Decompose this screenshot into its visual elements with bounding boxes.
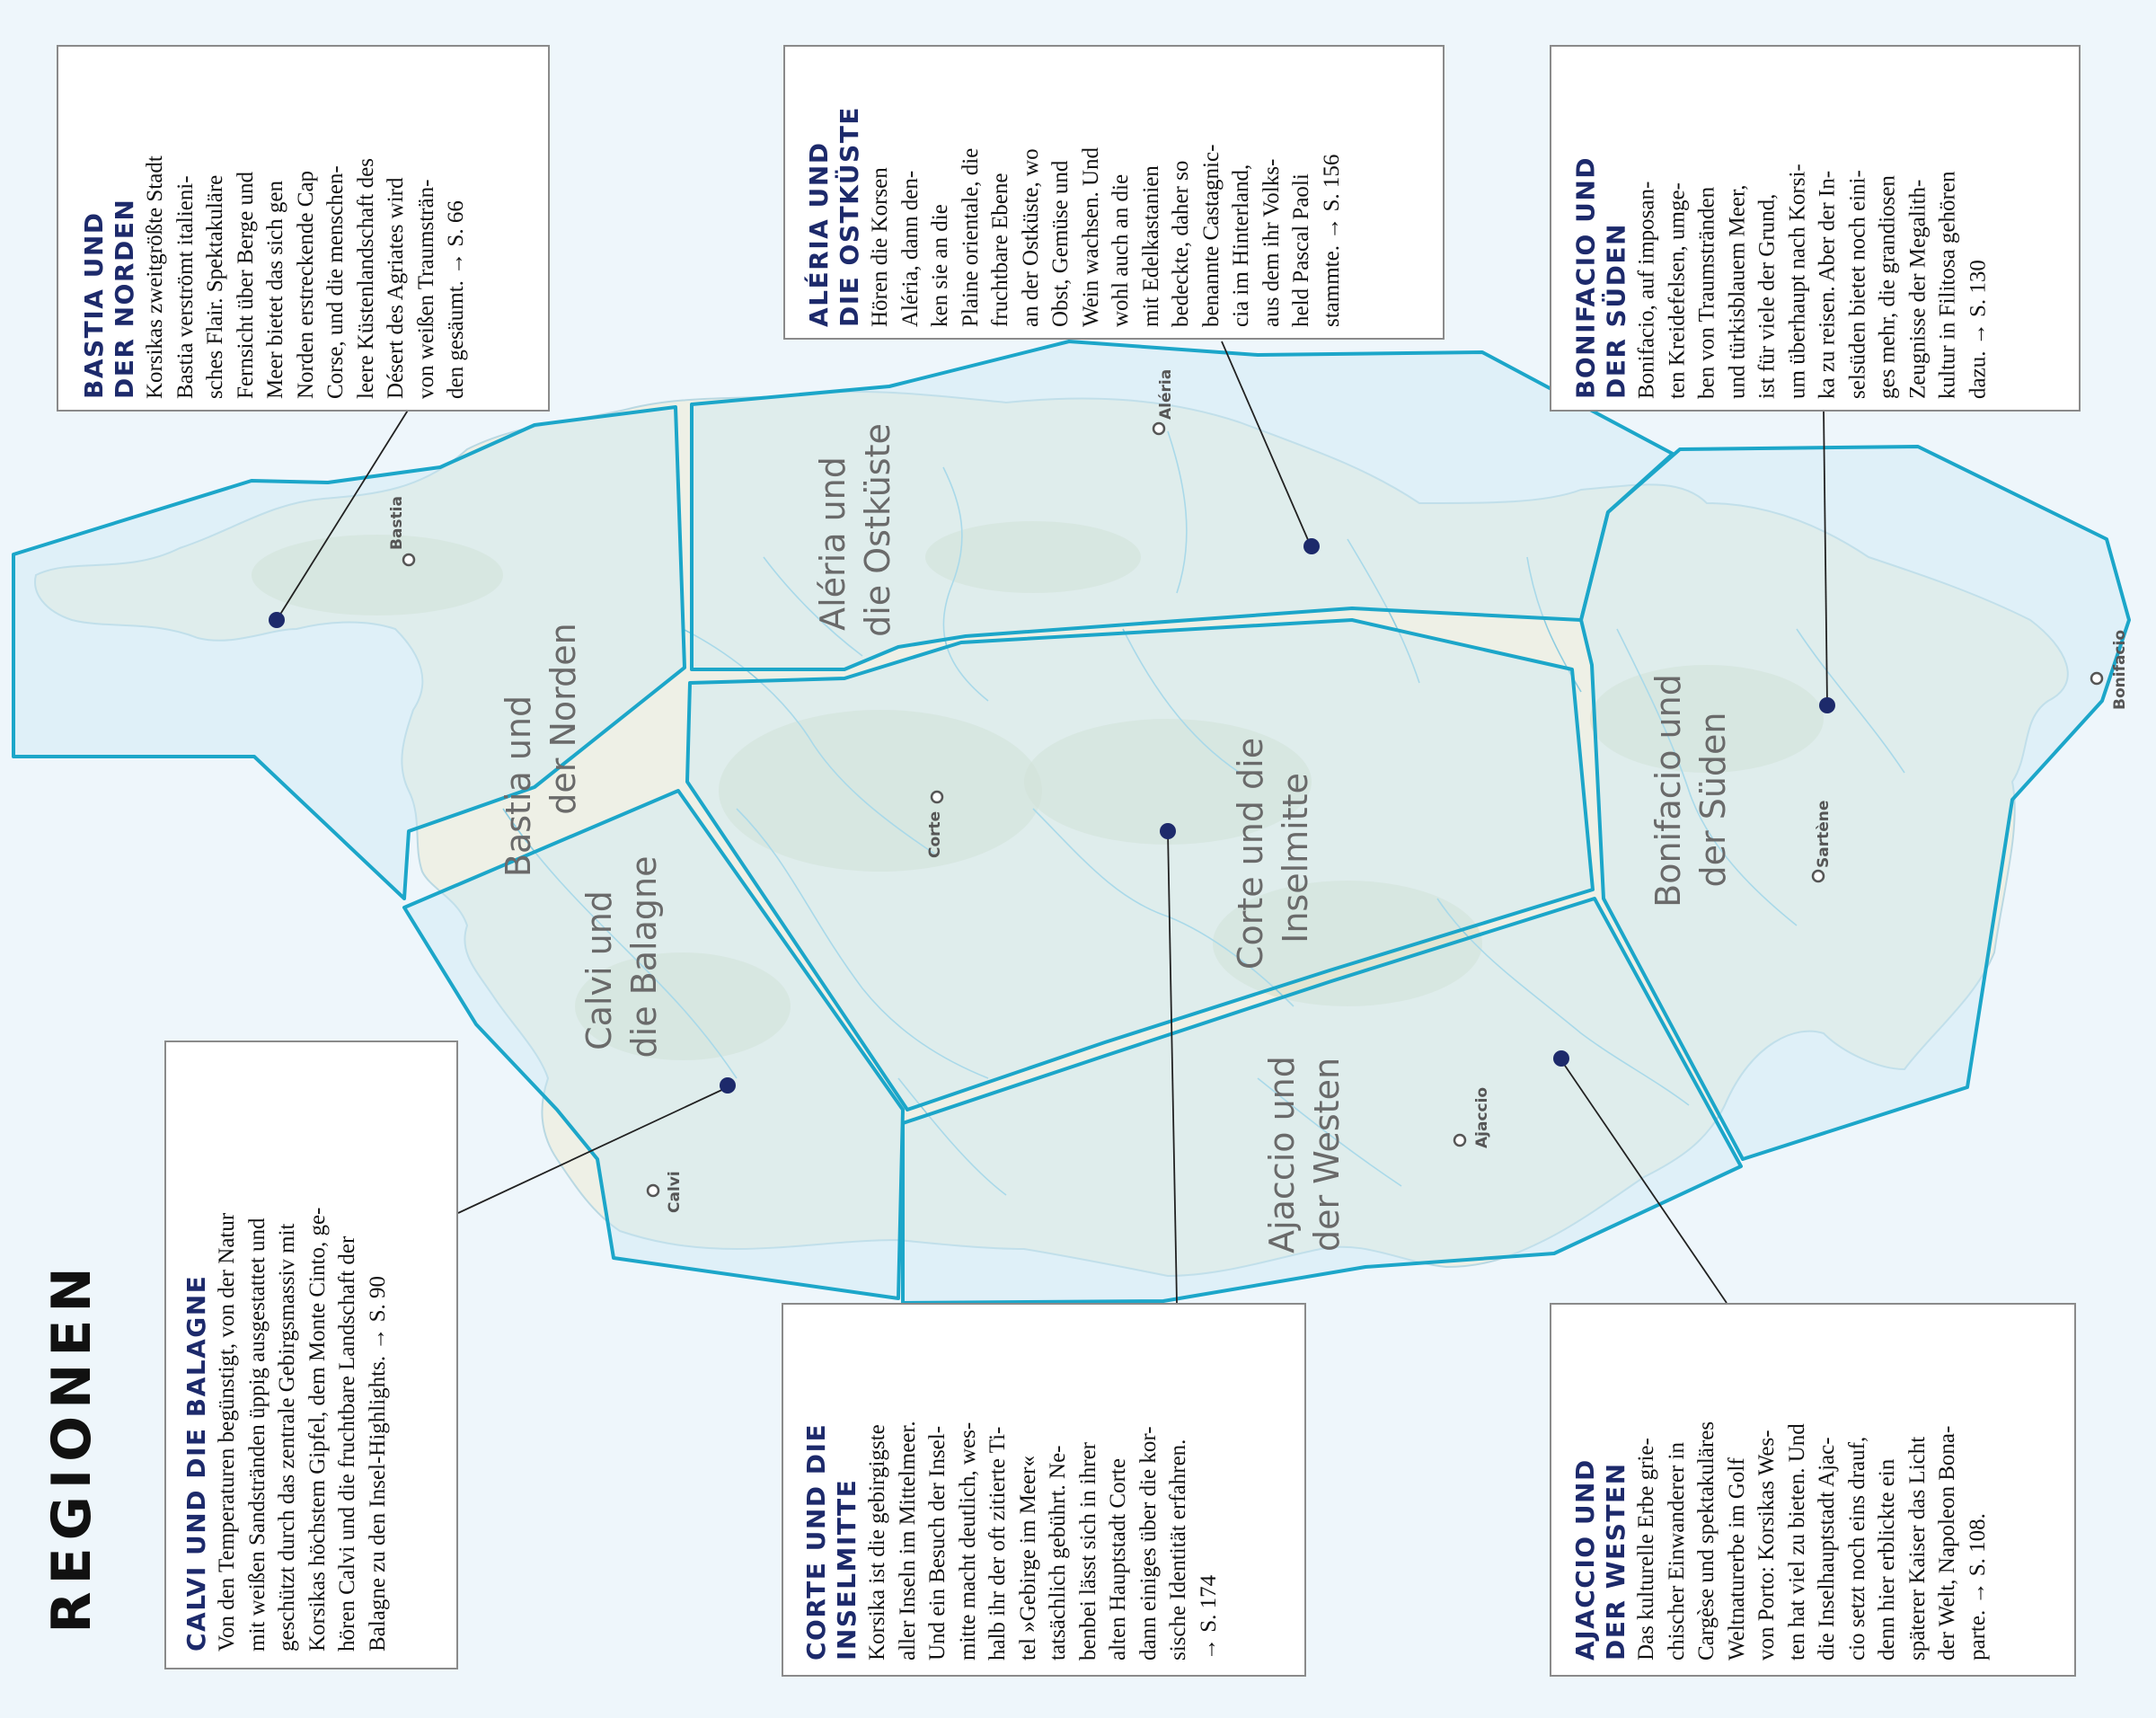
- map-label-aleria-2: die Ostküste: [858, 423, 897, 637]
- town-dot-corte: [932, 792, 942, 802]
- box-text-line: aus dem ihr Volks-: [1259, 158, 1284, 327]
- box-text-corte: [862, 1319, 1224, 1660]
- box-text-line: geschützt durch das zentrale Gebirgsmassiv mit: [274, 1223, 299, 1652]
- box-text-line: fruchtbare Ebene: [988, 173, 1012, 327]
- town-dot-sartene: [1813, 871, 1824, 881]
- box-text-aleria: [865, 58, 1347, 327]
- marker-calvi: [720, 1077, 736, 1094]
- box-text-line: ten Kreidefelsen, umge-: [1664, 182, 1689, 399]
- box-text-bastia: [140, 58, 472, 399]
- box-text-line: Corse, und die menschen-: [323, 165, 348, 399]
- map-label-bastia-2: der Norden: [543, 623, 583, 815]
- box-text-line: aller Inseln im Mittelmeer.: [895, 1421, 920, 1660]
- box-text-line: ten hat viel zu bieten. Und: [1784, 1423, 1809, 1660]
- box-text-line: Obst, Gemüse und: [1048, 160, 1073, 327]
- info-box-ajaccio: [1550, 1303, 2076, 1677]
- box-text-line: Balagne zu den Insel-Highlights. → S. 90: [365, 1276, 389, 1652]
- box-title-aleria-2: DIE OSTKÜSTE: [835, 106, 864, 327]
- box-text-calvi: [212, 1058, 393, 1652]
- box-title-bonifacio-2: DER SÜDEN: [1601, 223, 1630, 399]
- box-text-line: späterer Kaiser das Licht: [1904, 1436, 1930, 1660]
- box-text-line: an der Ostküste, wo: [1018, 148, 1043, 327]
- box-text-line: tel »Gebirge im Meer«: [1015, 1456, 1040, 1660]
- box-text-line: mit Edelkastanien: [1138, 165, 1163, 327]
- box-text-line: ges mehr, die grandiosen: [1875, 175, 1899, 399]
- box-text-bonifacio: [1631, 58, 1993, 399]
- box-text-line: dazu. → S. 130: [1965, 260, 1990, 399]
- box-text-line: Hören die Korsen: [868, 167, 892, 327]
- box-text-line: denn hier erblickte ein: [1875, 1458, 1899, 1660]
- box-text-line: mitte macht deutlich, wes-: [955, 1421, 980, 1660]
- page-title-wrap: [36, 1204, 108, 1689]
- town-label-bastia: Bastia: [388, 496, 406, 550]
- box-text-line: selsüden bietet noch eini-: [1844, 170, 1869, 399]
- box-text-line: den gesäumt. → S. 66: [443, 200, 468, 399]
- box-text-line: Bonifacio, auf imposan-: [1634, 181, 1658, 399]
- marker-bonifacio: [1819, 697, 1835, 713]
- box-text-line: tatsächlich gebührt. Ne-: [1046, 1445, 1070, 1660]
- box-title-corte-2: INSELMITTE: [832, 1478, 862, 1660]
- box-title-ajaccio-1: AJACCIO UND: [1570, 1458, 1600, 1660]
- box-text-line: benbei lässt sich in ihrer: [1075, 1442, 1100, 1660]
- map-label-calvi-2: die Balagne: [624, 855, 664, 1058]
- box-text-line: stammte. → S. 156: [1319, 154, 1344, 327]
- town-label-calvi: Calvi: [666, 1171, 684, 1213]
- box-text-line: alten Hauptstadt Corte: [1106, 1458, 1130, 1660]
- box-text-line: Wein wachsen. Und: [1078, 146, 1103, 327]
- box-title-aleria-1: ALÉRIA UND: [804, 141, 834, 327]
- box-text-line: cia im Hinterland,: [1229, 164, 1253, 327]
- map-label-bonifacio-1: Bonifacio und: [1648, 674, 1688, 908]
- info-box-corte: [782, 1303, 1306, 1677]
- town-dot-bonifacio: [2091, 673, 2102, 684]
- box-text-line: wohl auch an die: [1109, 173, 1133, 327]
- map-label-calvi-1: Calvi und: [579, 890, 619, 1050]
- box-text-line: von weißen Traumsträn-: [413, 179, 437, 399]
- town-label-ajaccio: Ajaccio: [1473, 1086, 1491, 1148]
- info-box-aleria: [783, 45, 1445, 340]
- marker-corte: [1160, 823, 1176, 839]
- town-label-bonifacio: Bonifacio: [2111, 629, 2129, 710]
- box-text-line: Korsika ist die gebirgigste: [865, 1424, 889, 1660]
- box-text-line: Weltnaturerbe im Golf: [1724, 1457, 1749, 1660]
- box-text-line: Zeugnisse der Megalith-: [1904, 179, 1930, 399]
- box-text-line: kultur in Filitosa gehören: [1935, 171, 1959, 399]
- box-text-line: dann einiges über die kor-: [1135, 1426, 1161, 1660]
- box-text-line: benannte Castagnic-: [1198, 144, 1224, 327]
- box-text-line: chischer Einwanderer in: [1664, 1442, 1689, 1660]
- box-text-line: bedeckte, daher so: [1169, 160, 1193, 327]
- map-label-bastia-1: Bastia und: [499, 695, 538, 878]
- box-title-corte-1: CORTE UND DIE: [801, 1422, 831, 1660]
- box-text-line: parte. → S. 108.: [1965, 1513, 1990, 1660]
- box-text-line: ist für viele der Grund,: [1754, 193, 1779, 399]
- info-box-calvi: [164, 1041, 458, 1669]
- box-text-line: cio setzt noch eins drauf,: [1844, 1436, 1869, 1660]
- box-text-line: ben von Traumstränden: [1694, 186, 1719, 399]
- box-text-line: Das kulturelle Erbe grie-: [1634, 1438, 1658, 1660]
- box-text-line: ka zu reisen. Aber der In-: [1815, 170, 1839, 399]
- box-text-line: Von den Temperaturen begünstigt, von der Natur: [214, 1212, 239, 1652]
- page-title: REGIONEN: [40, 1260, 103, 1634]
- town-label-sartene: Sartène: [1815, 800, 1833, 868]
- box-text-line: → S. 174: [1196, 1574, 1221, 1660]
- box-text-ajaccio: [1631, 1319, 1993, 1660]
- map-label-aleria-1: Aléria und: [813, 456, 853, 631]
- town-label-aleria: Aléria: [1157, 368, 1175, 420]
- box-text-line: Désert des Agriates wird: [383, 177, 408, 399]
- box-text-line: von Porto: Korsikas Wes-: [1754, 1430, 1779, 1660]
- box-text-line: halb ihr der oft zitierte Ti-: [985, 1426, 1010, 1660]
- box-text-line: held Pascal Paoli: [1289, 173, 1313, 327]
- box-text-line: ken sie an die: [928, 204, 952, 327]
- town-label-corte: Corte: [926, 810, 944, 858]
- box-title-bastia-2: DER NORDEN: [109, 198, 139, 399]
- box-text-line: der Welt, Napoleon Bona-: [1935, 1425, 1959, 1660]
- box-title-bonifacio-1: BONIFACIO UND: [1570, 155, 1600, 399]
- box-text-line: Korsikas zweitgrößte Stadt: [142, 155, 167, 399]
- map-label-ajaccio-2: der Westen: [1307, 1057, 1347, 1253]
- box-text-line: Cargèse und spektakuläres: [1694, 1421, 1719, 1660]
- box-title-calvi-1: CALVI UND DIE BALAGNE: [181, 1274, 211, 1652]
- info-box-bonifacio: [1550, 45, 2081, 412]
- box-text-line: Und ein Besuch der Insel-: [925, 1425, 950, 1660]
- box-text-line: leere Küstenlandschaft des: [353, 158, 377, 399]
- town-dot-ajaccio: [1454, 1135, 1465, 1146]
- marker-ajaccio: [1553, 1050, 1569, 1067]
- box-text-line: Norden erstreckende Cap: [293, 170, 317, 399]
- box-title-bastia-1: BASTIA UND: [78, 211, 109, 399]
- box-title-ajaccio-2: DER WESTEN: [1601, 1462, 1630, 1660]
- box-text-line: mit weißen Sandstränden üppig ausgestattet und: [244, 1218, 269, 1652]
- box-text-line: die Inselhauptstadt Ajac-: [1815, 1437, 1839, 1660]
- map-label-ajaccio-1: Ajaccio und: [1262, 1056, 1302, 1253]
- box-text-line: um überhaupt nach Korsi-: [1784, 164, 1809, 399]
- box-text-line: Plaine orientale, die: [958, 147, 983, 327]
- box-text-line: Korsikas höchstem Gipfel, dem Monte Cinto, ge-: [305, 1207, 329, 1652]
- town-dot-aleria: [1153, 423, 1164, 434]
- box-text-line: Bastia verströmt italieni-: [172, 175, 197, 399]
- box-text-line: hören Calvi und die fruchtbare Landschaft der: [334, 1235, 359, 1652]
- info-box-bastia: [57, 45, 550, 412]
- box-text-line: sische Identität erfahren.: [1166, 1439, 1190, 1660]
- marker-aleria: [1303, 538, 1320, 554]
- box-text-line: Fernsicht über Berge und: [233, 172, 257, 399]
- map-label-corte-1: Corte und die: [1231, 737, 1270, 970]
- box-text-line: Aléria, dann den-: [897, 170, 923, 327]
- box-text-line: sches Flair. Spektakuläre: [202, 174, 227, 399]
- marker-bastia: [269, 612, 285, 628]
- map-label-bonifacio-2: der Süden: [1693, 712, 1733, 888]
- town-dot-calvi: [648, 1185, 658, 1196]
- town-dot-bastia: [403, 554, 414, 565]
- map-label-corte-2: Inselmitte: [1276, 773, 1315, 943]
- box-text-line: und türkisblauem Meer,: [1724, 184, 1749, 399]
- box-text-line: Meer bietet das sich gen: [262, 181, 287, 399]
